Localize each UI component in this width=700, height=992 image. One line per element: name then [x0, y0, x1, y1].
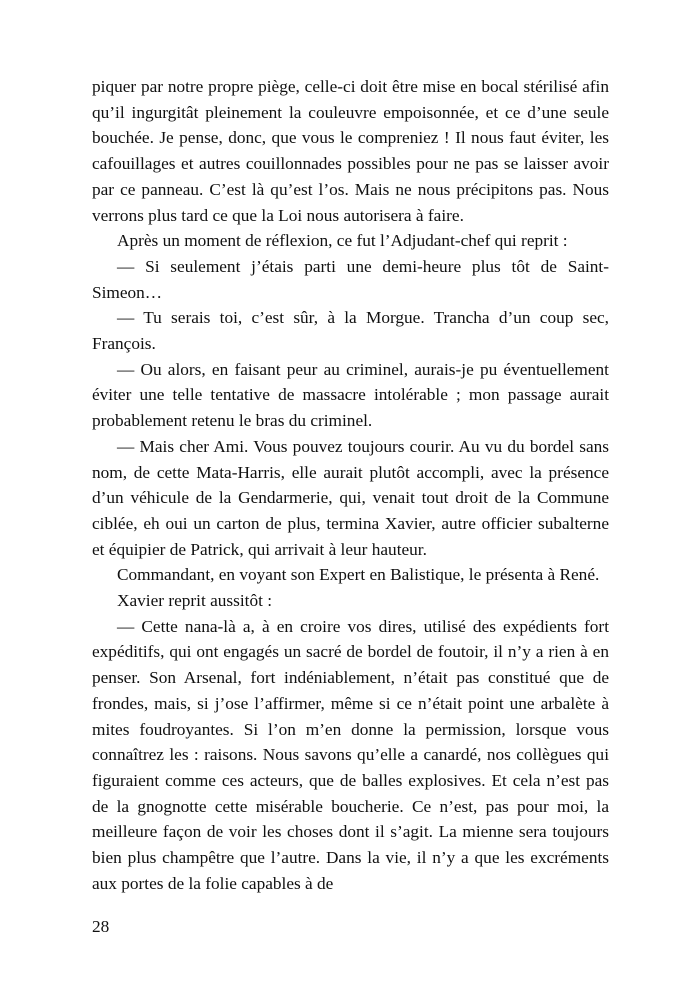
- paragraph: Xavier reprit aussitôt :: [117, 591, 273, 611]
- dialogue-line: — Si seulement j’étais parti une demi-heure plus tôt de Saint-Simeon…: [92, 256, 609, 302]
- dialogue-line: — Ou alors, en faisant peur au criminel, aurais-je pu éventuellement éviter une telle tentative de massacre intolérable ; mon passage aurait probablement retenu le bras du criminel.: [92, 359, 609, 431]
- dialogue-line: — Tu serais toi, c’est sûr, à la Morgue. Trancha d’un coup sec, François.: [92, 308, 609, 354]
- page-number: 28: [92, 917, 110, 936]
- dialogue-line: — Cette nana-là a, à en croire vos dires, utilisé des expédients fort expéditifs, qui ont engagés un sacré de bordel de foutoir, il n’y a rien à en penser. Son Arsenal, fort indéniablement, n’était pas constitué que de frondes, mais, si j’ose l’affirmer, même si ce n’était point une arbalète à mites foudroyantes. Si l’on m’en donne la permission, lorsque vous connaîtrez les : raisons. Nous savons qu’elle a canardé, nos collègues qui figuraient comme ces acteurs, que de balles explosives. Et cela n’est pas de la gnognotte cette misérable boucherie. Ce n’est, pas pour moi, la meilleure façon de voir les choses dont il s’agit. La mienne sera toujours bien plus champêtre que l’autre. Dans la vie, il n’y a que les excréments aux portes de la folie capables à de: [92, 616, 609, 893]
- paragraph: Après un moment de réflexion, ce fut l’Adjudant-chef qui reprit :: [117, 231, 568, 251]
- paragraph-continuation: piquer par notre propre piège, celle-ci doit être mise en bocal stérilisé afin qu’il ingurgitât pleinement la couleuvre empoisonnée, et ce d’une seule bouchée. Je pense, donc, que vous le compreniez ! Il nous faut éviter, les cafouillages et autres couillonnades possibles pour ne pas se laisser avoir par ce panneau. C’est là qu’est l’os. Mais ne nous précipitons pas. Nous verrons plus tard ce que la Loi nous autorisera à faire.: [92, 77, 609, 225]
- paragraph: Commandant, en voyant son Expert en Balistique, le présenta à René.: [117, 565, 600, 585]
- dialogue-line: — Mais cher Ami. Vous pouvez toujours courir. Au vu du bordel sans nom, de cette Mata-Harris, elle aurait plutôt accompli, avec la présence d’un véhicule de la Gendarmerie, qui, venait tout droit de la Commune ciblée, eh oui un carton de plus, termina Xavier, autre officier subalterne et équipier de Patrick, qui arrivait à leur hauteur.: [92, 436, 609, 559]
- body-text: [92, 74, 609, 897]
